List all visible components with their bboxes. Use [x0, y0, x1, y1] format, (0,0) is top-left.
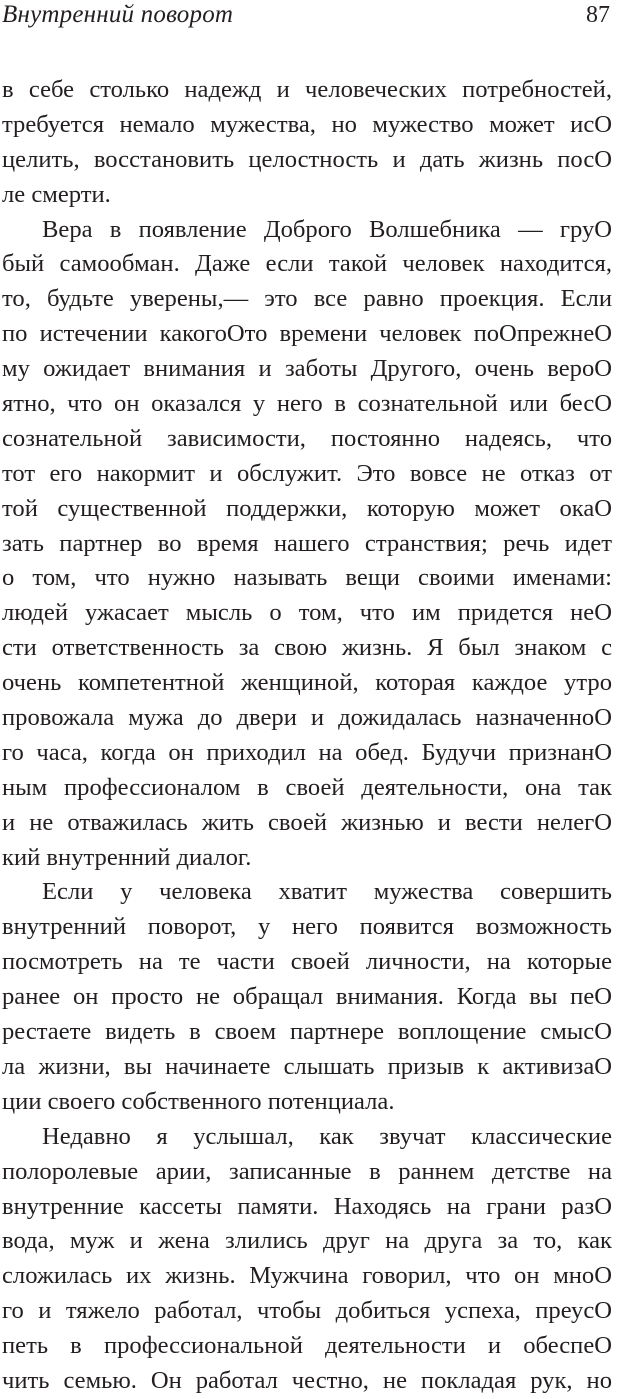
text-line: по истечении какогоOто времени человек поOпрежнеO	[2, 320, 612, 348]
text-line: сложилась их жизнь. Мужчина говорил, что он мноO	[2, 1262, 612, 1290]
text-line: Недавно я услышал, как звучат классические	[42, 1122, 612, 1150]
text-line: внутренние кассеты памяти. Находясь на грани разO	[2, 1192, 612, 1220]
text-line: рестаете видеть в своем партнере воплощение смысO	[2, 1018, 612, 1046]
text-line: о том, что нужно называть вещи своими именами:	[2, 564, 612, 592]
text-line: то, будьте уверены,— это все равно проекция. Если	[2, 285, 612, 313]
text-line: кий внутренний диалог.	[2, 843, 252, 871]
text-line: вода, муж и жена злились друг на друга за то, как	[2, 1227, 612, 1255]
text-line: той существенной поддержки, которую может окаO	[2, 494, 612, 522]
text-line: ятно, что он оказался у него в сознательной или бесO	[2, 390, 612, 418]
page-number: 87	[586, 2, 610, 28]
text-line: сознательной зависимости, постоянно надеясь, что	[2, 424, 612, 452]
text-line: сти ответственность за свою жизнь. Я был знаком с	[2, 634, 612, 662]
text-line: го часа, когда он приходил на обед. Будучи признанO	[2, 738, 612, 766]
text-line: полоролевые арии, записанные в раннем детстве на	[2, 1157, 612, 1185]
text-line: ранее он просто не обращал внимания. Когда вы пеO	[2, 983, 612, 1011]
text-line: посмотреть на те части своей личности, на которые	[2, 948, 612, 976]
text-line: внутренний поворот, у него появится возможность	[2, 913, 612, 941]
page-header	[2, 0, 612, 30]
text-line: провожала мужа до двери и дожидалась назначенноO	[2, 704, 612, 732]
text-line: ле смерти.	[2, 180, 111, 208]
text-line: тот его накормит и обслужит. Это вовсе не отказ от	[2, 459, 612, 487]
paragraph	[2, 213, 612, 876]
text-line: петь в профессиональной деятельности и обеспеO	[2, 1332, 612, 1360]
text-line: ции своего собственного потенциала.	[2, 1087, 395, 1115]
text-line: чить семью. Он работал честно, не покладая рук, но	[2, 1366, 612, 1394]
text-line: му ожидает внимания и заботы Другого, очень вероO	[2, 355, 612, 383]
text-line: Если у человека хватит мужества совершить	[42, 878, 612, 906]
paragraph	[2, 875, 612, 1119]
text-line: целить, восстановить целостность и дать жизнь посO	[2, 145, 612, 173]
paragraph	[2, 1120, 612, 1399]
text-line: бый самообман. Даже если такой человек находится,	[2, 250, 612, 278]
text-line: го и тяжело работал, чтобы добиться успеха, преусO	[2, 1297, 612, 1325]
running-title: Внутренний поворот	[2, 1, 234, 28]
text-line: Вера в появление Доброго Волшебника — груO	[42, 215, 612, 243]
text-line: людей ужасает мысль о том, что им придется неO	[2, 599, 612, 627]
text-line: зать партнер во время нашего странствия; речь идет	[2, 529, 612, 557]
body-text	[2, 73, 612, 1399]
text-line: в себе столько надежд и человеческих потребностей,	[2, 76, 612, 103]
text-line: требуется немало мужества, но мужество может исO	[2, 110, 612, 138]
paragraph	[2, 73, 612, 213]
text-line: ла жизни, вы начинаете слышать призыв к активизаO	[2, 1052, 612, 1080]
text-line: и не отважилась жить своей жизнью и вести нелегO	[2, 808, 612, 836]
text-line: очень компетентной женщиной, которая каждое утро	[2, 669, 612, 697]
text-line: ным профессионалом в своей деятельности, она так	[2, 773, 612, 801]
